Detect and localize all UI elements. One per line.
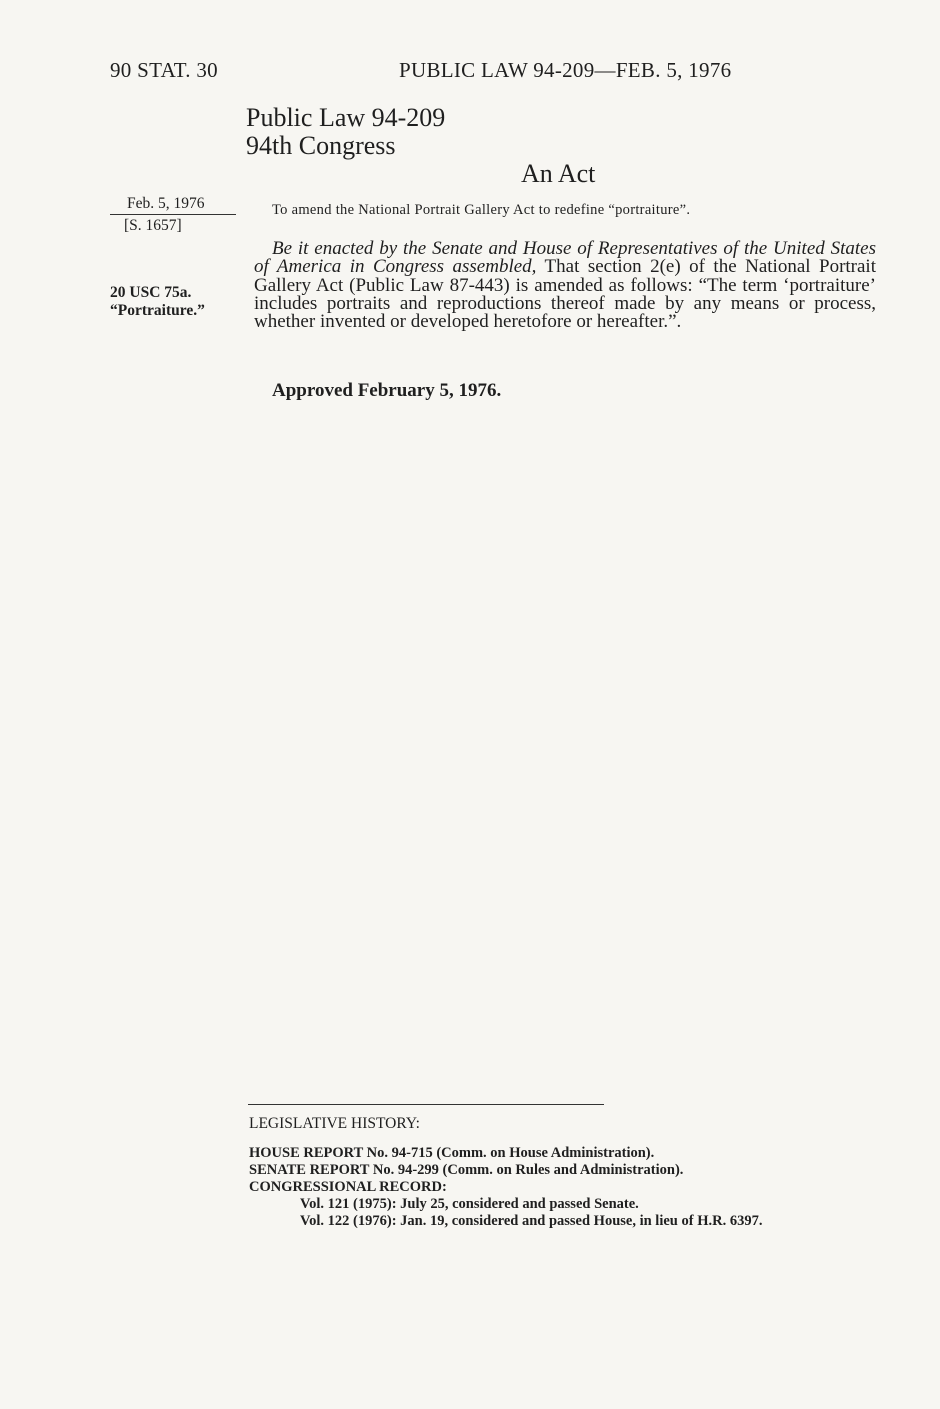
record-entry: Vol. 122 (1976): Jan. 19, considered and passed House, in lieu of H.R. 6397. — [300, 1213, 763, 1229]
margin-usc-citation: 20 USC 75a. — [110, 284, 192, 301]
margin-term-note: “Portraiture.” — [110, 302, 205, 319]
margin-bill-number: [S. 1657] — [124, 217, 182, 234]
act-purpose: To amend the National Portrait Gallery Act to redefine “portraiture”. — [272, 202, 691, 218]
record-entry: Vol. 121 (1975): July 25, considered and passed Senate. — [300, 1196, 639, 1212]
congressional-record-label: CONGRESSIONAL RECORD: — [249, 1179, 447, 1195]
history-divider — [248, 1104, 604, 1105]
running-header-title: PUBLIC LAW 94-209—FEB. 5, 1976 — [399, 58, 732, 82]
act-body — [254, 240, 876, 331]
act-heading: An Act — [521, 159, 596, 188]
congress-number: 94th Congress — [246, 131, 396, 160]
approval-date: Approved February 5, 1976. — [272, 380, 502, 401]
senate-report-line: SENATE REPORT No. 94-299 (Comm. on Rules and Administration). — [249, 1162, 684, 1178]
public-law-number: Public Law 94-209 — [246, 103, 446, 132]
act-provision-text: That section 2(e) of the National Portrait Gallery Act (Public Law 87-443) is amended as follows: “The term ‘portraiture’ includes portraits and reproductions thereof made by any means or process, whether invented or developed heretofore or hereafter.”. — [254, 256, 876, 333]
legislative-history-heading: LEGISLATIVE HISTORY: — [249, 1115, 420, 1132]
stat-page-number: 90 STAT. 30 — [110, 58, 218, 82]
enacting-clause: Be it enacted by the Senate and House of Representatives of the United States of America in Congress assembled, — [254, 238, 876, 278]
margin-date: Feb. 5, 1976 — [127, 195, 205, 212]
house-report-line: HOUSE REPORT No. 94-715 (Comm. on House Administration). — [249, 1145, 655, 1161]
margin-divider — [110, 214, 236, 215]
